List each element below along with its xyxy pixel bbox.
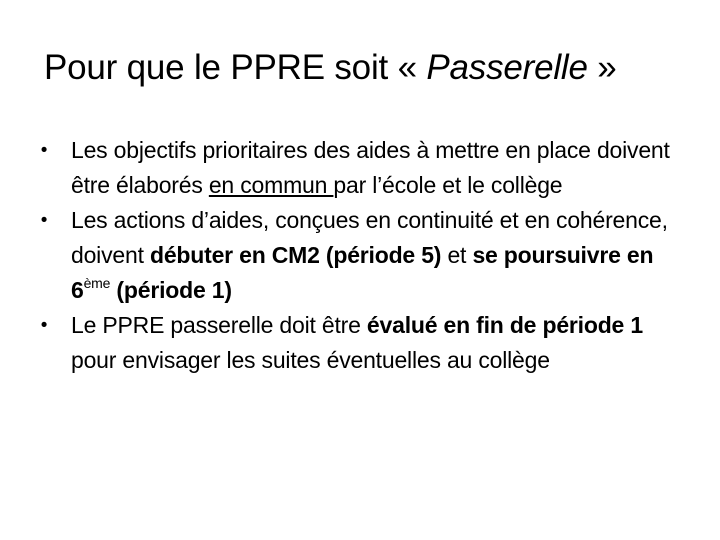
bullet-list bbox=[32, 133, 672, 378]
bullet-text: et bbox=[441, 242, 473, 268]
slide-title bbox=[44, 44, 684, 92]
bullet-text: Le PPRE passerelle doit être bbox=[71, 312, 367, 338]
bold-text: débuter en CM2 (période 5) bbox=[149, 242, 442, 268]
underlined-text: en commun bbox=[208, 172, 334, 198]
title-emphasis: Passerelle bbox=[426, 48, 588, 87]
bullet-text: par l’école et le collège bbox=[333, 172, 563, 198]
bullet-item bbox=[32, 308, 672, 378]
bullet-marker: • bbox=[40, 210, 48, 231]
bullet-marker: • bbox=[40, 140, 48, 161]
title-main: Pour que le PPRE soit « bbox=[44, 48, 427, 87]
bold-text: se poursuivre en 6 bbox=[71, 242, 654, 303]
bullet-item bbox=[32, 203, 672, 308]
bullet-text: Les actions d’aides, conçues en continuité et en cohérence, doivent bbox=[71, 207, 668, 268]
bold-text: évalué en fin de période 1 bbox=[366, 312, 643, 338]
bullet-marker: • bbox=[40, 315, 48, 336]
bullet-text: Les objectifs prioritaires des aides à mettre en place doivent être élaborés bbox=[71, 137, 670, 198]
bullet-item bbox=[32, 133, 672, 203]
bullet-text: pour envisager les suites éventuelles au collège bbox=[71, 347, 550, 373]
superscript-text: ème bbox=[83, 275, 111, 291]
title-end: » bbox=[587, 48, 617, 87]
bold-text: (période 1) bbox=[110, 277, 232, 303]
